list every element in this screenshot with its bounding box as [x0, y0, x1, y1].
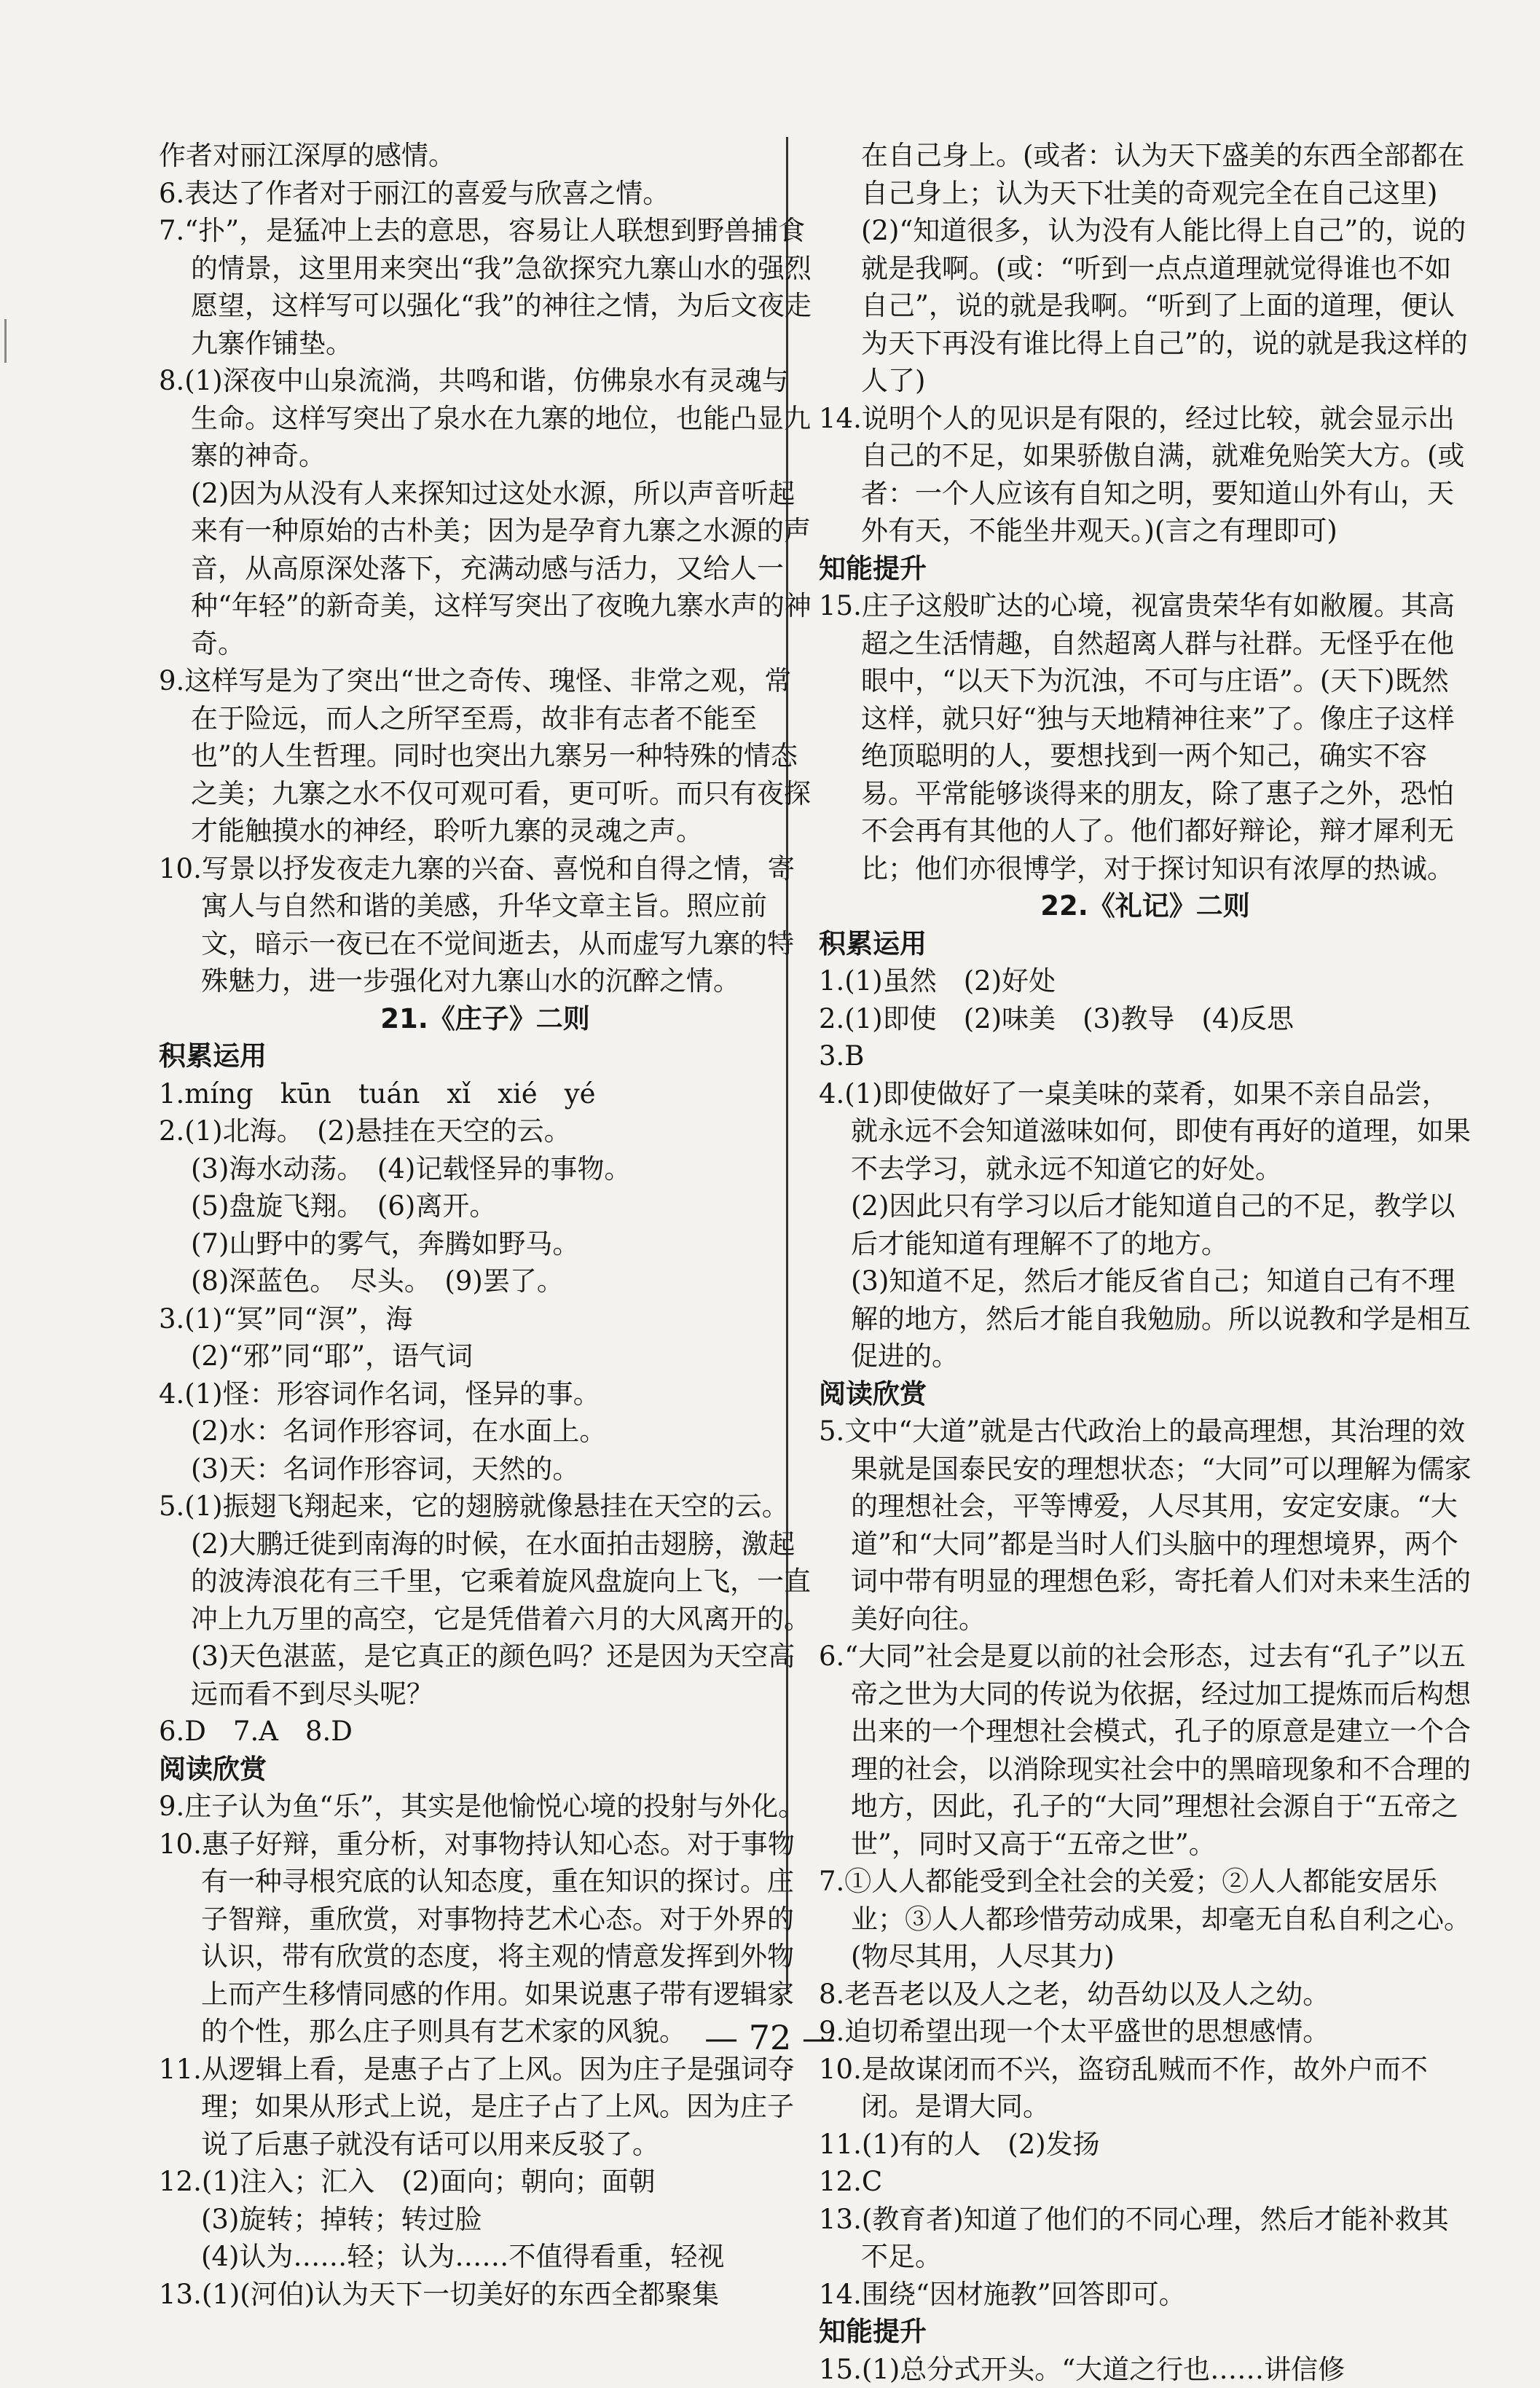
answer-8-2: (2)因为从没有人来探知过这处水源，所以声音听起来有一种原始的古朴美；因为是孕育九寨之水源的声音，从高原深处落下，充满动感与活力，又给人一种“年轻”的新奇美，这样写突出了夜晚九寨水声的神奇。 [159, 475, 812, 663]
section-heading: 积累运用 [819, 925, 1472, 963]
answer-21-5: 5.(1)振翅飞翔起来，它的翅膀就像悬挂在天空的云。 [159, 1488, 812, 1525]
answer-21-5: (2)大鹏迁徙到南海的时候，在水面拍击翅膀，激起的波涛浪花有三千里，它乘着旋风盘旋向上飞，一直冲上九万里的高空，它是凭借着六月的大风离开的。 [159, 1525, 812, 1638]
answer-21-2: 2.(1)北海。 (2)悬挂在天空的云。 [159, 1112, 812, 1150]
answer-21-13: 在自己身上。(或者：认为天下盛美的东西全部都在自己身上；认为天下壮美的奇观完全在自己这里) [819, 137, 1472, 212]
answer-22-7: 7.①人人都能受到全社会的关爱；②人人都能安居乐业；③人人都珍惜劳动成果，却毫无自私自利之心。(物尽其用，人尽其力) [819, 1863, 1472, 1976]
answer-21-1: 1.míng kūn tuán xǐ xié yé [159, 1075, 812, 1113]
text-line: 作者对丽江深厚的感情。 [159, 137, 812, 175]
answer-21-10: 10.惠子好辩，重分析，对事物持认知心态。对于事物有一种寻根究底的认知态度，重在知识的探讨。庄子智辩，重欣赏，对事物持艺术心态。对于外界的认识，带有欣赏的态度，将主观的情意发挥到外物上而产生移情同感的作用。如果说惠子带有逻辑家的个性，那么庄子则具有艺术家的风貌。 [159, 1826, 812, 2051]
section-heading: 阅读欣赏 [159, 1751, 812, 1788]
answer-22-14: 14.围绕“因材施教”回答即可。 [819, 2276, 1472, 2314]
section-heading: 知能提升 [819, 550, 1472, 588]
section-heading: 积累运用 [159, 1037, 812, 1075]
answer-22-4: 4.(1)即使做好了一桌美味的菜肴，如果不亲自品尝，就永远不会知道滋味如何，即使有再好的道理，如果不去学习，就永远不知道它的好处。 [819, 1075, 1472, 1188]
answer-21-12: (3)旋转；掉转；转过脸 [159, 2201, 812, 2239]
answer-21-14: 14.说明个人的见识是有限的，经过比较，就会显示出自己的不足，如果骄傲自满，就难免贻笑大方。(或者：一个人应该有自知之明，要知道山外有山，天外有天，不能坐井观天。)(言之有理即可) [819, 400, 1472, 550]
answer-22-11: 11.(1)有的人 (2)发扬 [819, 2126, 1472, 2164]
answer-21-9: 9.庄子认为鱼“乐”，其实是他愉悦心境的投射与外化。 [159, 1788, 812, 1826]
answer-22-2: 2.(1)即使 (2)味美 (3)教导 (4)反思 [819, 1000, 1472, 1038]
answer-21-13-2: (2)“知道很多，认为没有人能比得上自己”的，说的就是我啊。(或：“听到一点点道理就觉得谁也不如自己”，说的就是我啊。“听到了上面的道理，便认为天下再没有谁比得上自己”的，说的就是我这样的人了) [819, 212, 1472, 400]
section-title-22: 22.《礼记》二则 [819, 887, 1472, 925]
answer-9: 9.这样写是为了突出“世之奇传、瑰怪、非常之观，常在于险远，而人之所罕至焉，故非有志者不能至也”的人生哲理。同时也突出九寨另一种特殊的情态之美；九寨之水不仅可观可看，更可听。而只有夜探才能触摸水的神经，聆听九寨的灵魂之声。 [159, 662, 812, 850]
answer-21-6-8: 6.D 7.A 8.D [159, 1713, 812, 1751]
section-title-21: 21.《庄子》二则 [159, 1000, 812, 1038]
answer-21-2: (7)山野中的雾气，奔腾如野马。 [159, 1225, 812, 1263]
section-heading: 知能提升 [819, 2313, 1472, 2351]
answer-21-11: 11.从逻辑上看，是惠子占了上风。因为庄子是强词夺理；如果从形式上说，是庄子占了上风。因为庄子说了后惠子就没有话可以用来反驳了。 [159, 2051, 812, 2164]
answer-22-6: 6.“大同”社会是夏以前的社会形态，过去有“孔子”以五帝之世为大同的传说为依据，经过加工提炼而后构想出来的一个理想社会模式，孔子的原意是建立一个合理的社会，以消除现实社会中的黑暗现象和不合理的地方，因此，孔子的“大同”理想社会源自于“五帝之世”，同时又高于“五帝之世”。 [819, 1638, 1472, 1863]
answer-22-8: 8.老吾老以及人之老，幼吾幼以及人之幼。 [819, 1976, 1472, 2014]
left-column [159, 137, 812, 2313]
answer-21-2: (3)海水动荡。 (4)记载怪异的事物。 [159, 1150, 812, 1188]
answer-21-3: 3.(1)“冥”同“溟”，海 [159, 1300, 812, 1338]
answer-21-12: 12.(1)注入；汇入 (2)面向；朝向；面朝 [159, 2163, 812, 2201]
answer-22-5: 5.文中“大道”就是古代政治上的最高理想，其治理的效果就是国泰民安的理想状态；“大同”可以理解为儒家的理想社会，平等博爱，人尽其用，安定安康。“大道”和“大同”都是当时人们头脑中的理想境界，两个词中带有明显的理想色彩，寄托着人们对未来生活的美好向往。 [819, 1413, 1472, 1638]
answer-8-1: 8.(1)深夜中山泉流淌，共鸣和谐，仿佛泉水有灵魂与生命。这样写突出了泉水在九寨的地位，也能凸显九寨的神奇。 [159, 362, 812, 475]
answer-6: 6.表达了作者对于丽江的喜爱与欣喜之情。 [159, 175, 812, 213]
answer-22-4: (3)知道不足，然后才能反省自己；知道自己有不理解的地方，然后才能自我勉励。所以说教和学是相互促进的。 [819, 1262, 1472, 1375]
answer-22-15: 15.(1)总分式开头。“大道之行也……讲信修 [819, 2351, 1472, 2388]
answer-21-2: (8)深蓝色。 尽头。 (9)罢了。 [159, 1262, 812, 1300]
answer-10: 10.写景以抒发夜走九寨的兴奋、喜悦和自得之情，寄寓人与自然和谐的美感，升华文章主旨。照应前文，暗示一夜已在不觉间逝去，从而虚写九寨的特殊魅力，进一步强化对九寨山水的沉醉之情。 [159, 850, 812, 1000]
answer-22-13: 13.(教育者)知道了他们的不同心理，然后才能补救其不足。 [819, 2201, 1472, 2276]
answer-21-12: (4)认为……轻；认为……不值得看重，轻视 [159, 2238, 812, 2276]
answer-21-15: 15.庄子这般旷达的心境，视富贵荣华有如敝履。其高超之生活情趣，自然超离人群与社群。无怪乎在他眼中，“以天下为沉浊，不可与庄语”。(天下)既然这样，就只好“独与天地精神往来”了。像庄子这样绝顶聪明的人，要想找到一两个知己，确实不容易。平常能够谈得来的朋友，除了惠子之外，恐怕不会再有其他的人了。他们都好辩论，辩才犀利无比；他们亦很博学，对于探讨知识有浓厚的热诚。 [819, 587, 1472, 887]
answer-7: 7.“扑”，是猛冲上去的意思，容易让人联想到野兽捕食的情景，这里用来突出“我”急欲探究九寨山水的强烈愿望，这样写可以强化“我”的神往之情，为后文夜走九寨作铺垫。 [159, 212, 812, 362]
answer-21-5: (3)天色湛蓝，是它真正的颜色吗？还是因为天空高远而看不到尽头呢？ [159, 1638, 812, 1713]
answer-21-13: 13.(1)(河伯)认为天下一切美好的东西全都聚集 [159, 2276, 812, 2314]
answer-22-3: 3.B [819, 1037, 1472, 1075]
section-heading: 阅读欣赏 [819, 1375, 1472, 1413]
answer-21-4: (2)水：名词作形容词，在水面上。 [159, 1413, 812, 1450]
answer-22-9: 9.迫切希望出现一个太平盛世的思想感情。 [819, 2013, 1472, 2051]
answer-22-4: (2)因此只有学习以后才能知道自己的不足，教学以后才能知道有理解不了的地方。 [819, 1187, 1472, 1262]
page-number: — 72 — [0, 2018, 1540, 2057]
answer-22-12: 12.C [819, 2163, 1472, 2201]
margin-mark [4, 319, 7, 363]
answer-22-10: 10.是故谋闭而不兴，盗窃乱贼而不作，故外户而不闭。是谓大同。 [819, 2051, 1472, 2126]
answer-21-2: (5)盘旋飞翔。 (6)离开。 [159, 1187, 812, 1225]
answer-22-1: 1.(1)虽然 (2)好处 [819, 962, 1472, 1000]
answer-21-4: (3)天：名词作形容词，天然的。 [159, 1450, 812, 1488]
answer-21-3: (2)“邪”同“耶”，语气词 [159, 1338, 812, 1375]
answer-21-4: 4.(1)怪：形容词作名词，怪异的事。 [159, 1375, 812, 1413]
